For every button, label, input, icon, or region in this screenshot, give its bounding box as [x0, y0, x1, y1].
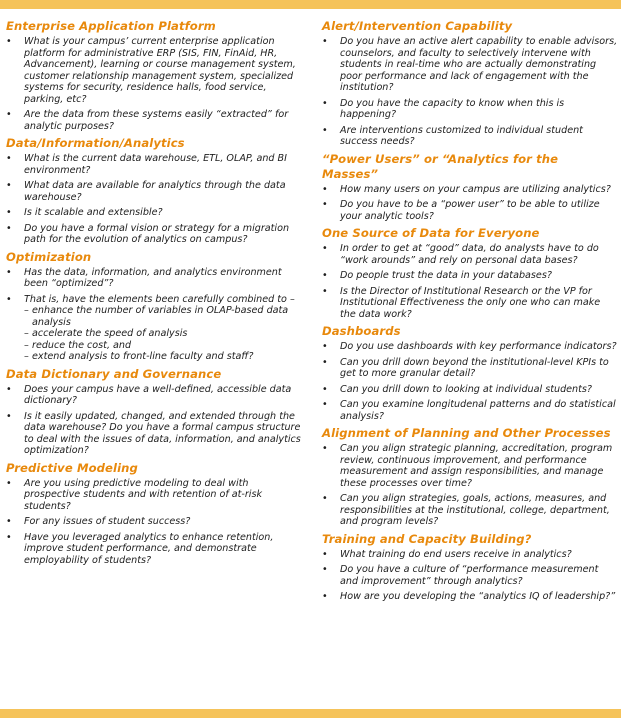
bullet-icon: • [6, 180, 12, 191]
bullet-item [322, 493, 618, 528]
bullet-icon: • [322, 285, 328, 297]
bullet-item [6, 109, 304, 132]
bullet-icon: • [6, 531, 12, 543]
bullet-text: Can you align strategies, goals, actions, measures, and responsibilities at the institutional, college, department, and program levels? [340, 493, 610, 527]
bullet-icon: • [6, 410, 12, 422]
bullet-item [322, 384, 618, 396]
bullet-item [322, 270, 618, 282]
bullet-item [6, 36, 304, 105]
bullet-text: Can you examine longitudenal patterns and do statistical analysis? [340, 399, 616, 422]
bullet-item [6, 516, 304, 528]
bullet-icon: • [6, 222, 12, 234]
bullet-icon: • [322, 243, 328, 254]
bullet-item [6, 411, 304, 457]
section-heading: Training and Capacity Building? [322, 531, 532, 546]
section-heading: Predictive Modeling [6, 460, 138, 475]
section-optimization [6, 250, 304, 363]
top-accent-bar [0, 0, 621, 9]
bullet-item [322, 591, 618, 603]
bullet-item [6, 180, 304, 203]
bullet-icon: • [322, 399, 328, 410]
bullet-item [322, 357, 618, 380]
section-heading: Alignment of Planning and Other Processes [322, 426, 611, 440]
bullet-icon: • [322, 183, 328, 195]
bullet-icon: • [6, 36, 12, 47]
bullet-item [6, 153, 304, 176]
bullet-text: Can you drill down beyond the institutional-level KPIs to get to more granular detail? [340, 356, 609, 379]
section-heading: Data/Information/Analytics [6, 136, 185, 150]
bullet-text: What is your campus’ current enterprise application platform for administrative ERP (SIS, FIN, FinAid, HR, Advancement), learning or course management system, customer relationship management system, specialized systems for security, residence halls, food service, parking, etc? [24, 36, 296, 105]
dash-icon: – [24, 339, 29, 351]
bullet-icon: • [6, 153, 12, 164]
bullet-text: Do you use dashboards with key performance indicators? [340, 341, 617, 352]
section-alignment-of-planning-and-other-processes [322, 426, 618, 528]
bullet-icon: • [322, 383, 328, 395]
bullet-icon: • [322, 97, 328, 109]
right-column [322, 19, 618, 607]
bullet-text: Do you have a formal vision or strategy for a migration path for the evolution of analytics on campus? [24, 222, 290, 245]
bullet-text: Does your campus have a well-defined, accessible data dictionary? [24, 383, 292, 406]
bullet-item [6, 384, 304, 407]
section-heading: Data Dictionary and Governance [6, 366, 222, 381]
bottom-accent-bar [0, 709, 621, 718]
section-data-dictionary-and-governance [6, 367, 304, 457]
sub-item [24, 305, 304, 328]
bullet-item [322, 98, 618, 121]
section-enterprise-application-platform [6, 19, 304, 132]
bullet-icon: • [322, 124, 328, 136]
bullet-icon: • [322, 564, 328, 575]
bullet-icon: • [6, 109, 12, 120]
bullet-item [6, 207, 304, 219]
bullet-text: Have you leveraged analytics to enhance retention, improve student performance, and demonstrate employability of students? [24, 531, 274, 566]
sub-item [24, 328, 304, 340]
bullet-icon: • [322, 493, 328, 504]
section-heading: Enterprise Application Platform [6, 19, 216, 33]
bullet-item [6, 294, 304, 363]
bullet-text: Do you have an active alert capability to enable advisors, counselors, and faculty to selectively intervene with students in real-time who are actually demonstrating poor performance and lack of engagement with the institution? [340, 36, 618, 93]
bullet-icon: • [322, 443, 328, 454]
dash-icon: – [24, 351, 29, 362]
dash-icon: – [24, 305, 29, 316]
sub-item-text: reduce the cost, and [32, 339, 132, 351]
bullet-text: For any issues of student success? [24, 516, 191, 527]
bullet-item [6, 267, 304, 290]
sub-item-text: extend analysis to front-line faculty and staff? [32, 351, 254, 362]
bullet-item [322, 36, 618, 94]
bullet-icon: • [6, 516, 12, 527]
bullet-text: What data are available for analytics through the data warehouse? [24, 180, 286, 203]
bullet-text: Do you have a culture of “performance measurement and improvement” through analytics? [340, 564, 599, 587]
bullet-item [322, 184, 618, 196]
bullet-text: Are interventions customized to individual student success needs? [340, 124, 583, 147]
bullet-item [322, 399, 618, 422]
bullet-item [322, 125, 618, 148]
bullet-text: Are the data from these systems easily “extracted” for analytic purposes? [24, 109, 289, 132]
bullet-text: Is it easily updated, changed, and extended through the data warehouse? Do you have a formal campus structure to deal with the issues of data, information, and analytics optimization? [24, 410, 301, 456]
bullet-item [6, 478, 304, 513]
bullet-text: Is it scalable and extensible? [24, 207, 163, 218]
bullet-icon: • [6, 383, 12, 395]
bullet-text: How are you developing the “analytics IQ of leadership?” [340, 591, 616, 602]
sub-item [24, 340, 304, 352]
sub-item [24, 351, 304, 363]
bullet-icon: • [6, 266, 12, 278]
bullet-text: Can you align strategic planning, accreditation, program review, continuous improvement, and performance measurement and assign responsibilities, and manage these processes over time? [340, 443, 613, 489]
bullet-text: How many users on your campus are utilizing analytics? [340, 183, 611, 195]
bullet-icon: • [322, 341, 328, 352]
section-heading: “Power Users” or “Analytics for the Masses” [322, 151, 559, 181]
bullet-text: What training do end users receive in analytics? [340, 548, 572, 560]
bullet-item [322, 243, 618, 266]
section-alert-intervention-capability [322, 19, 618, 148]
sub-item-text: enhance the number of variables in OLAP-based data analysis [32, 305, 289, 328]
sub-item-text: accelerate the speed of analysis [32, 328, 188, 339]
section-heading: Alert/Intervention Capability [322, 19, 513, 33]
section-heading: One Source of Data for Everyone [322, 226, 540, 240]
section-power-users-or-analytics-for-the-masses [322, 152, 618, 223]
bullet-text: That is, have the elements been carefully combined to – [24, 293, 295, 305]
bullet-item [322, 286, 618, 321]
bullet-text: Are you using predictive modeling to deal with prospective students and with retention of at-risk students? [24, 477, 263, 512]
bullet-icon: • [6, 293, 12, 305]
bullet-text: Do you have to be a “power user” to be able to utilize your analytic tools? [340, 199, 600, 222]
bullet-icon: • [322, 591, 328, 602]
bullet-item [322, 564, 618, 587]
bullet-icon: • [322, 356, 328, 368]
dash-icon: – [24, 328, 29, 339]
bullet-item [322, 549, 618, 561]
section-heading: Optimization [6, 249, 92, 264]
bullet-item [6, 223, 304, 246]
bullet-icon: • [322, 199, 328, 210]
section-dashboards [322, 324, 618, 422]
bullet-text: What is the current data warehouse, ETL, OLAP, and BI environment? [24, 153, 287, 176]
bullet-text: In order to get at “good” data, do analysts have to do “work arounds” and rely on personal data bases? [340, 243, 599, 266]
bullet-icon: • [6, 207, 12, 218]
section-training-and-capacity-building [322, 532, 618, 603]
bullet-icon: • [322, 36, 328, 47]
section-data-information-analytics [6, 136, 304, 246]
bullet-icon: • [322, 548, 328, 560]
section-one-source-of-data-for-everyone [322, 226, 618, 320]
bullet-text: Can you drill down to looking at individual students? [340, 383, 592, 395]
bullet-item [6, 532, 304, 567]
bullet-icon: • [322, 270, 328, 281]
bullet-icon: • [6, 477, 12, 489]
bullet-item [322, 199, 618, 222]
bullet-text: Has the data, information, and analytics environment been “optimized”? [24, 266, 282, 289]
left-column [6, 19, 304, 570]
section-predictive-modeling [6, 461, 304, 567]
bullet-item [322, 341, 618, 353]
bullet-text: Do you have the capacity to know when this is happening? [340, 97, 565, 120]
bullet-text: Is the Director of Institutional Research or the VP for Institutional Effectiveness the only one who can make the data work? [340, 285, 601, 320]
section-heading: Dashboards [322, 324, 401, 338]
bullet-item [322, 443, 618, 489]
bullet-text: Do people trust the data in your databases? [340, 270, 552, 281]
